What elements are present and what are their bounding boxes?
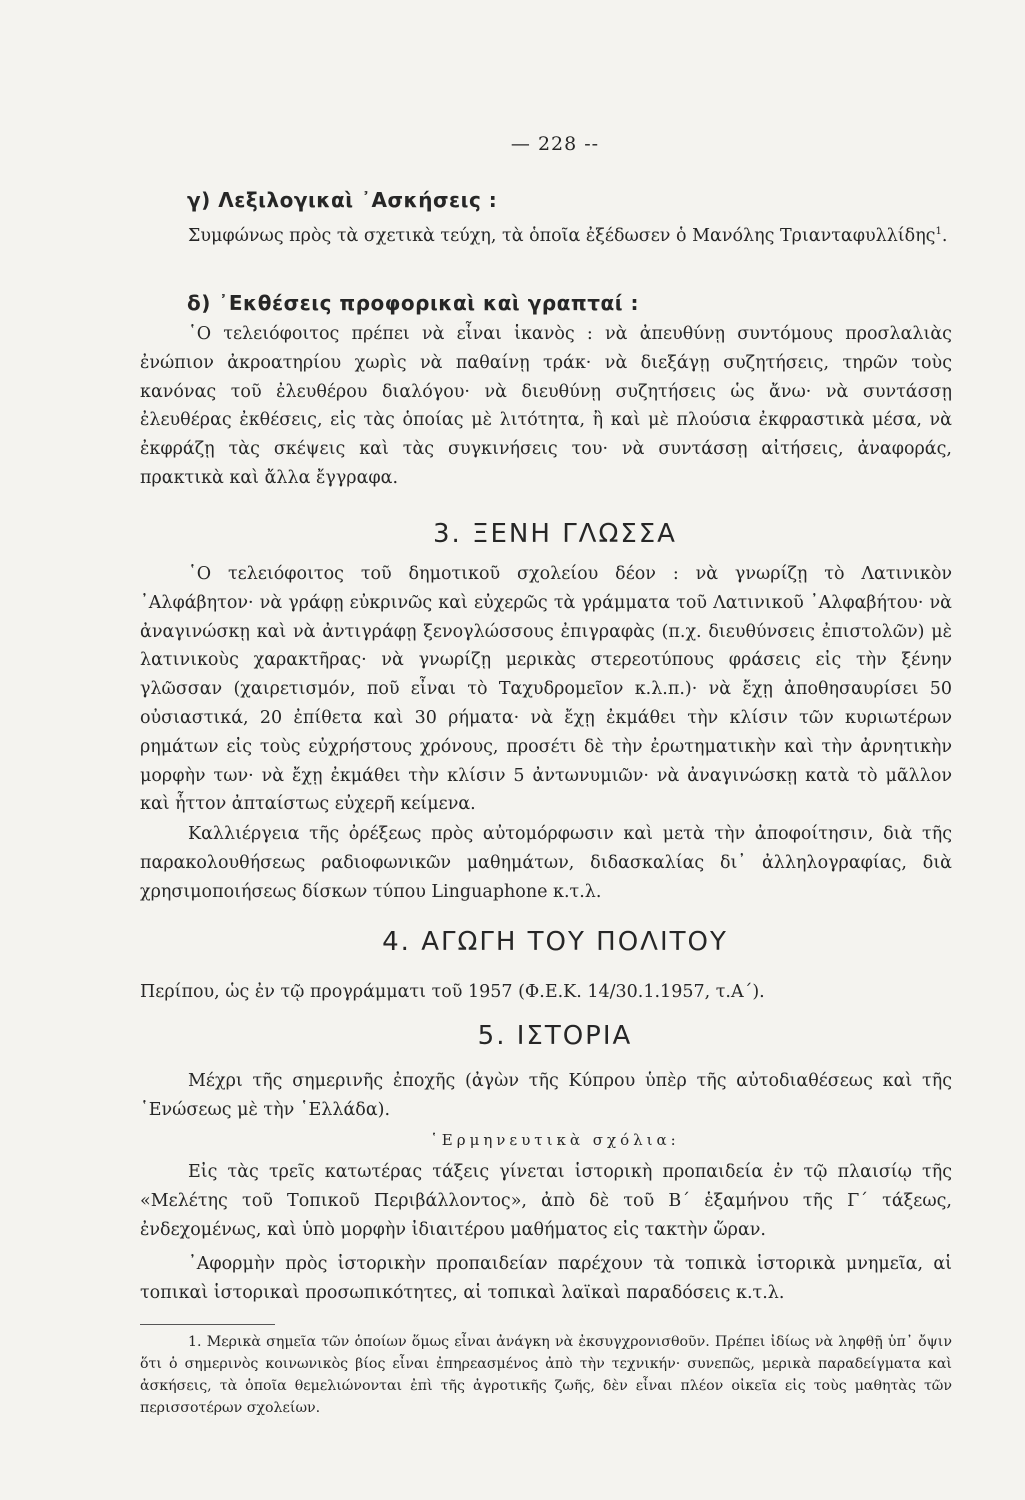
section-5-paragraph-2: Εἰς τὰς τρεῖς κατωτέρας τάξεις γίνεται ἱστορικὴ προπαιδεία ἐν τῷ πλαισίῳ τῆς «Μελέτης τοῦ Τοπικοῦ Περιβάλλοντος», ἀπὸ δὲ τοῦ Β΄ ἑξαμήνου τῆς Γ΄ τάξεως, ἐνδεχομένως, καὶ ὑπὸ μορφὴν ἰδιαιτέρου μαθήματος εἰς τακτὴν ὥραν.	[140, 1162, 952, 1240]
section-g-trail: .	[941, 225, 948, 246]
section-3-paragraph-2: Καλλιέργεια τῆς ὀρέξεως πρὸς αὐτομόρφωσιν καὶ μετὰ τὴν ἀποφοίτησιν, διὰ τῆς παρακολουθήσεως ραδιοφωνικῶν μαθημάτων, διδασκαλίας δι᾿ ἀλληλογραφίας, διὰ χρησιμοποιήσεως δίσκων τύπου Linguaphone κ.τ.λ.	[140, 824, 952, 902]
section-d-heading: δ) ᾿Εκθέσεις προφορικαὶ καὶ γραπταί :	[187, 291, 639, 315]
section-5-heading: 5. ΙΣΤΟΡΙΑ	[477, 1021, 633, 1051]
section-g-heading: γ) Λεξιλογικαὶ ᾿Ασκήσεις :	[187, 188, 498, 212]
section-g-body: Συμφώνως πρὸς τὰ σχετικὰ τεύχη, τὰ ὁποῖα ἐξέδωσεν ὁ Μανόλης Τριανταφυλλίδης	[188, 225, 936, 246]
interpretive-notes-heading: ῾Ερμηνευτικὰ σχόλια:	[430, 1131, 680, 1149]
section-3-heading: 3. ΞΕΝΗ ΓΛΩΣΣΑ	[433, 519, 677, 549]
footnote-ref: 1	[935, 226, 942, 237]
section-g-text	[140, 218, 952, 251]
footnote-divider	[140, 1324, 275, 1325]
section-3-paragraph-1: ῾Ο τελειόφοιτος τοῦ δημοτικοῦ σχολείου δέον : νὰ γνωρίζῃ τὸ Λατινικὸν ᾿Αλφάβητον· νὰ γράφῃ εὐκρινῶς καὶ εὐχερῶς τὰ γράμματα τοῦ Λατινικοῦ ᾿Αλφαβήτου· νὰ ἀναγινώσκῃ καὶ νὰ ἀντιγράφῃ ξενογλώσσους ἐπιγραφὰς (π.χ. διευθύνσεις ἐπιστολῶν) μὲ λατινικοὺς χαρακτῆρας· νὰ γνωρίζῃ μερικὰς στερεοτύπους φράσεις εἰς τὴν ξένην γλῶσσαν (χαιρετισμόν, ποῦ εἶναι τὸ Ταχυδρομεῖον κ.λ.π.)· νὰ ἔχῃ ἀποθησαυρίσει 50 οὐσιαστικά, 20 ἐπίθετα καὶ 30 ρήματα· νὰ ἔχῃ ἐκμάθει τὴν κλίσιν τῶν κυριωτέρων ρημάτων εἰς τοὺς εὐχρήστους χρόνους, προσέτι δὲ τὴν ἐρωτηματικὴν καὶ τὴν ἀρνητικὴν μορφὴν των· νὰ ἔχῃ ἐκμάθει τὴν κλίσιν 5 ἀντωνυμιῶν· νὰ ἀναγινώσκῃ κατὰ τὸ μᾶλλον καὶ ἧττον ἀπταίστως εὐχερῆ κείμενα.	[140, 564, 952, 815]
page-number: — 228 --	[510, 133, 600, 155]
section-4-text: Περίπου, ὡς ἐν τῷ προγράμματι τοῦ 1957 (Φ.Ε.Κ. 14/30.1.1957, τ.Α΄).	[140, 982, 765, 1002]
section-4-heading: 4. ΑΓΩΓΗ ΤΟΥ ΠΟΛΙΤΟΥ	[382, 927, 728, 957]
section-5-paragraph-3: ᾿Αφορμὴν πρὸς ἱστορικὴν προπαιδείαν παρέχουν τὰ τοπικὰ ἱστορικὰ μνημεῖα, αἱ τοπικαὶ ἱστορικαὶ προσωπικότητες, αἱ τοπικαὶ λαϊκαὶ παραδόσεις κ.τ.λ.	[140, 1254, 952, 1303]
section-d-text: ῾Ο τελειόφοιτος πρέπει νὰ εἶναι ἱκανὸς : νὰ ἀπευθύνῃ συντόμους προσλαλιὰς ἐνώπιον ἀκροατηρίου χωρὶς νὰ παθαίνῃ τράκ· νὰ διεξάγῃ συζητήσεις, τηρῶν τοὺς κανόνας τοῦ ἐλευθέρου διαλόγου· νὰ διευθύνῃ συζητήσεις ὡς ἄνω· νὰ συντάσσῃ ἐλευθέρας ἐκθέσεις, εἰς τὰς ὁποίας μὲ λιτότητα, ἢ καὶ μὲ πλούσια ἐκφραστικὰ μέσα, νὰ ἐκφράζῃ τὰς σκέψεις καὶ τὰς συγκινήσεις του· νὰ συντάσσῃ αἰτήσεις, ἀναφοράς, πρακτικὰ καὶ ἄλλα ἔγγραφα.	[140, 324, 952, 488]
footnote-text: 1. Μερικὰ σημεῖα τῶν ὁποίων ὅμως εἶναι ἀνάγκη νὰ ἐκσυγχρονισθοῦν. Πρέπει ἰδίως νὰ ληφθῇ ὑπ᾿ ὄψιν ὅτι ὁ σημερινὸς κοινωνικὸς βίος εἶναι ἐπηρεασμένος ἀπὸ τὴν τεχνικήν· συνεπῶς, μερικὰ παραδείγματα καὶ ἀσκήσεις, τὰ ὁποῖα θεμελιώνονται ἐπὶ τῆς ἀγροτικῆς ζωῆς, δὲν εἶναι πλέον οἰκεῖα εἰς τοὺς μαθητὰς τῶν περισσοτέρων σχολείων.	[140, 1334, 952, 1416]
section-5-paragraph-1: Μέχρι τῆς σημερινῆς ἐποχῆς (ἀγὼν τῆς Κύπρου ὑπὲρ τῆς αὐτοδιαθέσεως καὶ τῆς ῾Ενώσεως μὲ τὴν ῾Ελλάδα).	[140, 1071, 952, 1120]
